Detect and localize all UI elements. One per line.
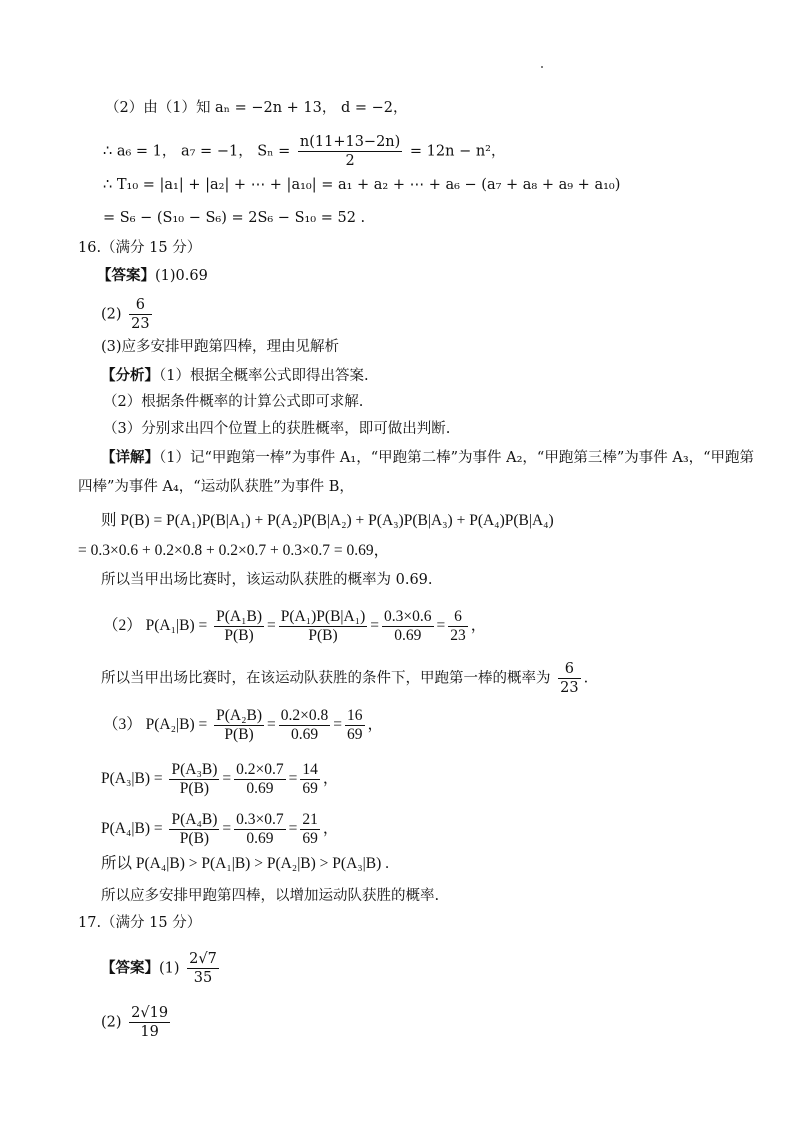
q16-conclusion2-tail: . (583, 670, 589, 687)
q16-part3c-frac1-num: P(A₄B) (171, 811, 218, 828)
q16-part2-prefix: （2） (103, 617, 142, 635)
q17-answer-label: 【答案】 (101, 959, 159, 977)
q16-part3b-tail: ， (322, 770, 339, 788)
q17-a2-num: 2√19 (131, 1005, 169, 1021)
q16-part3c-frac2-den: 0.69 (234, 829, 286, 848)
p15-line2-a: ∴ a₆ = 1， a₇ = −1， Sₙ = (103, 143, 291, 160)
q16-part3a-frac2 (279, 707, 331, 744)
q16-answer-line2 (101, 296, 155, 333)
q16-conclusion2-den: 23 (560, 680, 579, 696)
q16-detail1: （1）记“甲跑第一棒”为事件 A₁，“甲跑第二棒”为事件 A₂，“甲跑第三棒”为事件 A₃，“甲跑第 (159, 450, 755, 466)
q16-part2-frac1 (214, 608, 264, 645)
q16-conclusion2 (101, 660, 588, 697)
q16-conclusion2-fraction (558, 660, 580, 697)
q16-part3c-frac2 (234, 811, 286, 848)
p15-line3: ∴ T₁₀ = |a₁| + |a₂| + ⋯ + |a₁₀| = a₁ + a₂ + ⋯ + a₆ − (a₇ + a₈ + a₉ + a₁₀) (103, 177, 621, 193)
q16-answer3: (3)应多安排甲跑第四棒，理由见解析 (101, 339, 340, 355)
q16-part3b-frac1 (169, 761, 219, 798)
q16-part2-frac1-num: P(A₁B) (216, 608, 263, 625)
q17-answer-line1 (101, 950, 222, 987)
q16-part3c-tail: ， (322, 820, 339, 838)
p15-sn-den: 2 (298, 151, 402, 170)
q16-part2-frac4 (448, 608, 468, 645)
q16-part2-frac2-den: P(B) (279, 626, 368, 645)
q16-part3-prefix: （3） (103, 716, 142, 734)
p15-sn-num: n(11+13−2n) (299, 134, 401, 150)
q16-detail-line1 (101, 448, 754, 468)
q16-part3b-frac3-num: 14 (302, 761, 318, 778)
q16-answer2-fraction (129, 296, 151, 333)
q16-conclusion1: 所以当甲出场比赛时，该运动队获胜的概率为 0.69. (101, 572, 433, 588)
q17-a2-den: 19 (129, 1022, 170, 1041)
q17-a2-prefix: (2) (101, 1014, 122, 1031)
q17-a2-fraction (129, 1004, 170, 1041)
q16-answer2-den: 23 (131, 316, 150, 332)
q17-a1-fraction (187, 950, 219, 987)
q16-conclusion3: 所以应多安排甲跑第四棒，以增加运动队获胜的概率. (101, 888, 440, 904)
q16-answer-label: 【答案】 (97, 267, 155, 284)
q16-detail-label: 【详解】 (101, 449, 159, 466)
q16-analysis1: （1）根据全概率公式即得出答案. (159, 368, 369, 384)
q16-answer2-num: 6 (135, 297, 145, 313)
q16-part3-eq1: （3） P(A₂|B) = $\frac{\text{P(A₂B)}}{P(B)}$ = $\frac{0.2\times 0.8}{0.69}$ = $\frac{16}{69}$ ， (103, 707, 384, 743)
q16-part3-eq3: P(A₄|B) = $\frac{\text{P(A₄B)}}{P(B)}$ = $\frac{0.3\times 0.7}{0.69}$ = $\frac{21}{69}$ ， (101, 811, 339, 847)
q16-part3a-frac3 (345, 707, 365, 744)
q16-part3c-frac3 (300, 811, 320, 848)
p15-line4: = S₆ − (S₁₀ − S₆) = 2S₆ − S₁₀ = 52 . (103, 210, 366, 226)
q16-part2-frac3 (382, 608, 434, 645)
q16-part3b-frac2-den: 0.69 (234, 779, 286, 798)
p15-sn-fraction (298, 133, 402, 170)
q16-analysis2: （2）根据条件概率的计算公式即可求解. (103, 394, 364, 410)
q16-part3b-frac1-num: P(A₃B) (171, 761, 218, 778)
q16-part3b-frac3-den: 69 (302, 780, 318, 797)
q16-part3b-lhs: P(A₃|B) = (101, 770, 163, 788)
q16-part3c-frac1 (169, 811, 219, 848)
q16-part3b-frac2 (234, 761, 286, 798)
q17-a1-prefix: (1) (159, 960, 180, 977)
p15-line2-b: = 12n − n²， (409, 143, 506, 160)
q16-part3c-frac2-num: 0.3×0.7 (236, 811, 284, 828)
q16-conclusion2-num: 6 (564, 661, 574, 677)
q17-a1-num: 2√7 (189, 951, 217, 967)
q16-part2-frac4-den: 23 (450, 627, 466, 644)
q16-analysis-label: 【分析】 (101, 367, 159, 384)
q16-answer-line1 (97, 266, 208, 286)
q16-part3b-frac2-num: 0.2×0.7 (236, 761, 284, 778)
q16-part2-frac3-num: 0.3×0.6 (384, 608, 432, 625)
q16-part2-tail: ， (470, 617, 487, 635)
q17-a1-den: 35 (187, 968, 219, 987)
page-dot (541, 66, 543, 68)
q17-header: 17.（满分 15 分） (78, 915, 202, 931)
q16-part3a-frac1 (214, 707, 264, 744)
q16-part3a-frac2-den: 0.69 (279, 725, 331, 744)
q16-header: 16.（满分 15 分） (78, 240, 202, 256)
q16-formula2: = 0.3×0.6 + 0.2×0.8 + 0.2×0.7 + 0.3×0.7 = 0.69， (78, 542, 390, 559)
q16-part2-lhs: P(A₁|B) = (145, 617, 208, 635)
q16-part2-frac4-num: 6 (454, 608, 462, 625)
q16-part3a-frac1-den: P(B) (214, 725, 264, 744)
q16-answer2-prefix: (2) (101, 306, 122, 323)
q16-part3a-frac1-num: P(A₂B) (216, 707, 263, 724)
q16-part2-equation: （2） P(A₁|B) = $\frac{\text{P(A₁B)}}{P(B)}$ = $\frac{\text{P(A₁)P(B|A₁)}}{P(B)}$ = $\frac{0.3\times 0.6}{0.69}$ = $\frac{6}{23}$ ， (103, 608, 487, 644)
q16-formula1: 则 P(B) = P(A₁)P(B|A₁) + P(A₂)P(B|A₂) + P(A₃)P(B|A₃) + P(A₄)P(B|A₄) (101, 512, 554, 529)
q16-answer1: (1)0.69 (155, 268, 208, 284)
q16-part2-frac1-den: P(B) (214, 626, 264, 645)
q16-part3a-frac3-num: 16 (347, 707, 363, 724)
p15-line2 (103, 133, 506, 170)
q16-part3a-frac3-den: 69 (347, 726, 363, 743)
q16-part3a-frac2-num: 0.2×0.8 (280, 707, 329, 724)
q16-part3b-frac3 (300, 761, 320, 798)
q16-conclusion2-text: 所以当甲出场比赛时，在该运动队获胜的条件下，甲跑第一棒的概率为 (101, 670, 551, 687)
q16-part2-frac2 (279, 608, 368, 645)
q16-analysis-line1 (101, 366, 369, 386)
q16-part3c-frac3-den: 69 (302, 830, 318, 847)
q16-part3c-frac1-den: P(B) (169, 829, 219, 848)
q16-part3b-frac1-den: P(B) (169, 779, 219, 798)
q16-part3a-lhs: P(A₂|B) = (145, 716, 208, 734)
q16-compare: 所以 P(A₄|B) > P(A₁|B) > P(A₂|B) > P(A₃|B) . (101, 855, 390, 872)
q16-detail-line2: 四棒”为事件 A₄，“运动队获胜”为事件 B， (78, 479, 354, 495)
q16-part3c-frac3-num: 21 (302, 811, 318, 828)
q16-analysis3: （3）分别求出四个位置上的获胜概率，即可做出判断. (103, 421, 451, 437)
q17-answer-line2 (101, 1004, 173, 1041)
q16-part3-eq2: P(A₃|B) = $\frac{\text{P(A₃B)}}{P(B)}$ = $\frac{0.2\times 0.7}{0.69}$ = $\frac{14}{69}$ ， (101, 761, 339, 797)
q16-part2-frac3-den: 0.69 (382, 626, 434, 645)
p15-line1: （2）由（1）知 aₙ = −2n + 13， d = −2， (105, 100, 408, 116)
q16-part3c-lhs: P(A₄|B) = (101, 820, 163, 838)
q16-part2-frac2-num: P(A₁)P(B|A₁) (280, 608, 366, 625)
q16-part3a-tail: ， (367, 716, 384, 734)
